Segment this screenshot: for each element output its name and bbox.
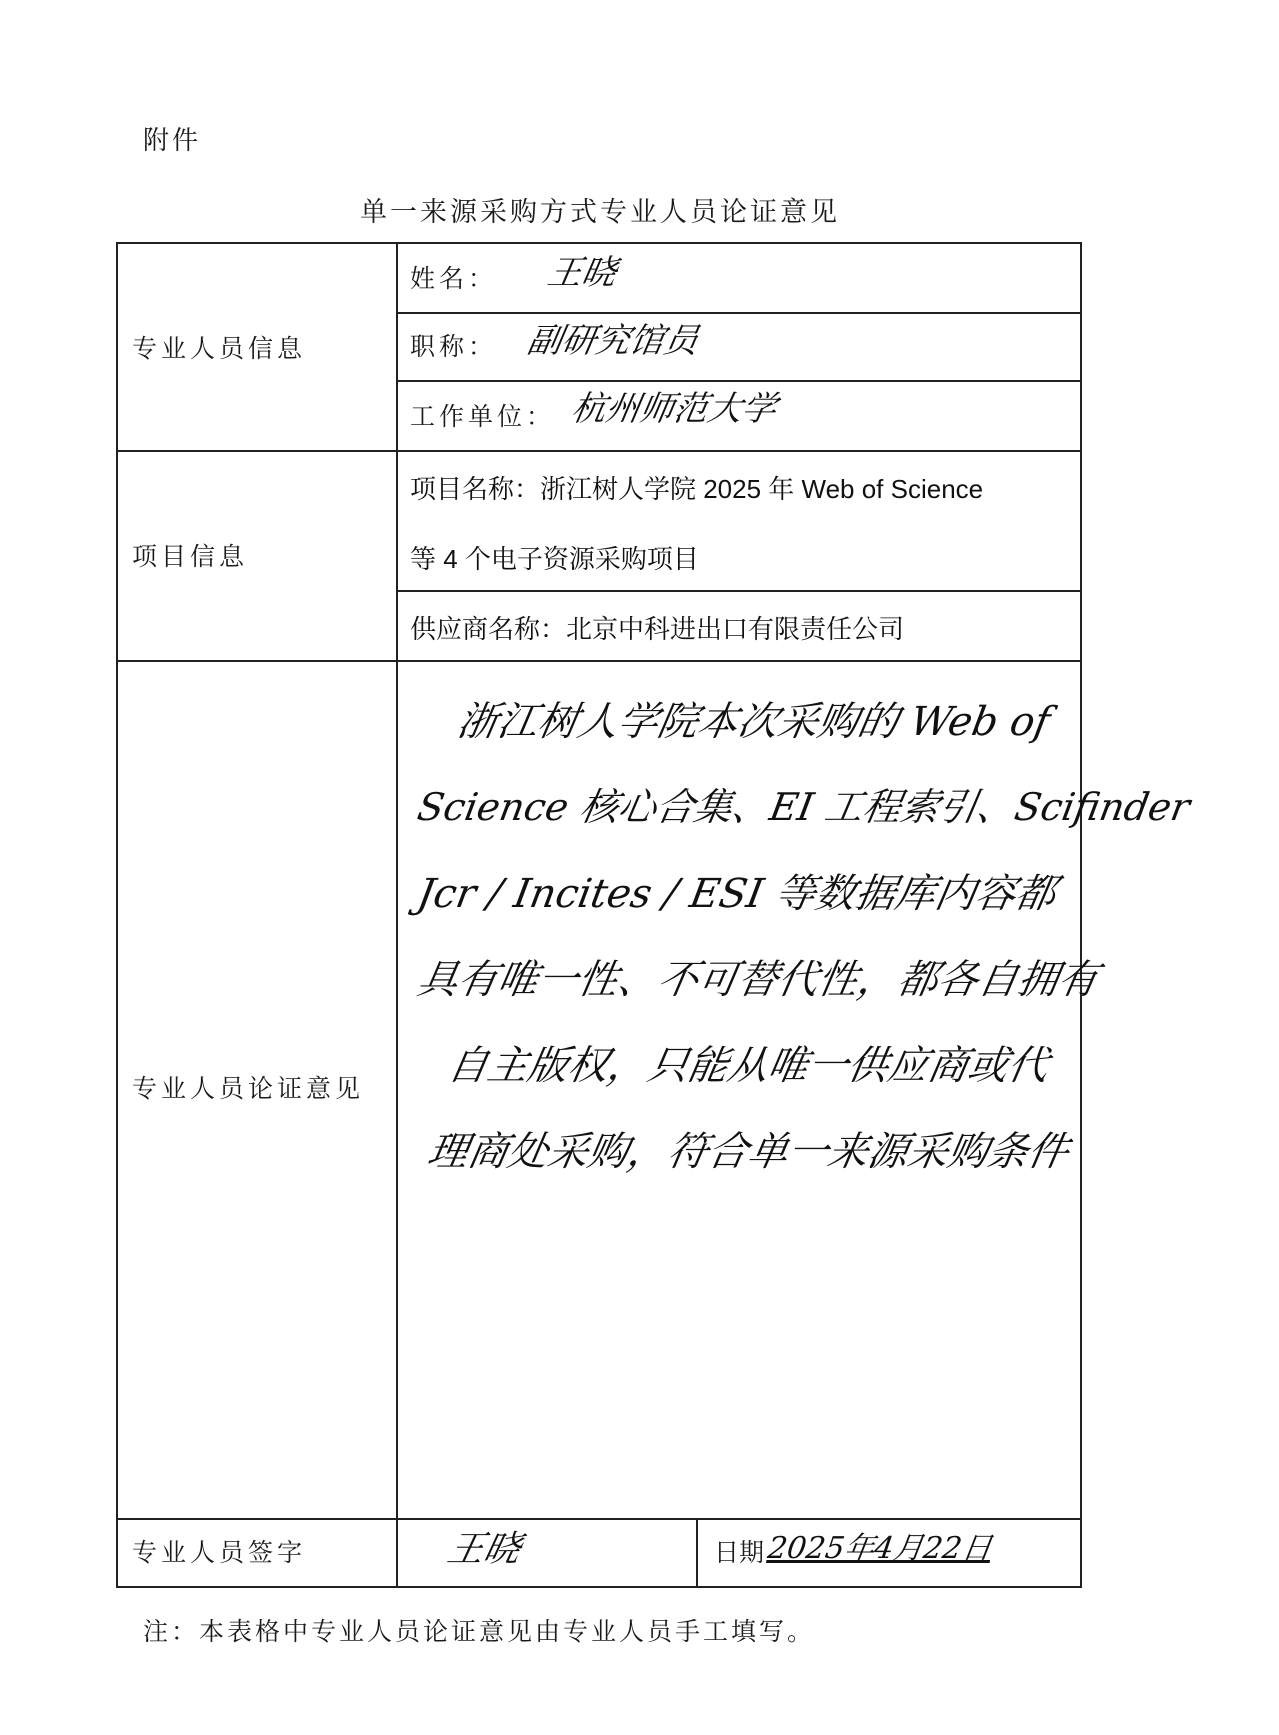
opinion-line: 浙江树人学院本次采购的 Web of	[453, 699, 1054, 745]
footnote: 注：本表格中专业人员论证意见由专业人员手工填写。	[143, 1617, 816, 1646]
signature-label: 专业人员签字	[132, 1538, 307, 1567]
opinion-line: 理商处采购，符合单一来源采购条件	[423, 1129, 1073, 1175]
attachment-label: 附件	[143, 126, 202, 156]
title-value: 副研究馆员	[524, 321, 702, 361]
opinion-line: 自主版权，只能从唯一供应商或代	[443, 1043, 1053, 1089]
supplier-name: 供应商名称：北京中科进出口有限责任公司	[410, 614, 905, 644]
opinion-line: 具有唯一性、不可替代性，都各自拥有	[413, 957, 1103, 1003]
document-title: 单一来源采购方式专业人员论证意见	[360, 197, 840, 228]
opinion-line: Jcr / Incites / ESI 等数据库内容都	[413, 871, 1060, 917]
date-value: 2025年4月22日	[765, 1531, 995, 1566]
expert-info-label: 专业人员信息	[132, 334, 307, 363]
unit-label: 工作单位：	[410, 402, 556, 431]
signature-value: 王晓	[443, 1529, 525, 1570]
project-info-label: 项目信息	[132, 542, 249, 571]
unit-value: 杭州师范大学	[568, 389, 780, 429]
date-label: 日期	[714, 1538, 765, 1567]
project-name-line2: 等 4 个电子资源采购项目	[410, 544, 699, 574]
title-label: 职称：	[410, 332, 498, 361]
opinion-form-table	[116, 242, 1194, 1588]
project-name-line1: 项目名称：浙江树人学院 2025 年 Web of Science	[410, 474, 984, 504]
opinion-line: Science 核心合集、EI 工程索引、Scifinder	[414, 785, 1194, 829]
name-label: 姓名：	[410, 264, 498, 293]
opinion-label: 专业人员论证意见	[132, 1074, 365, 1103]
name-value: 王晓	[544, 253, 620, 293]
